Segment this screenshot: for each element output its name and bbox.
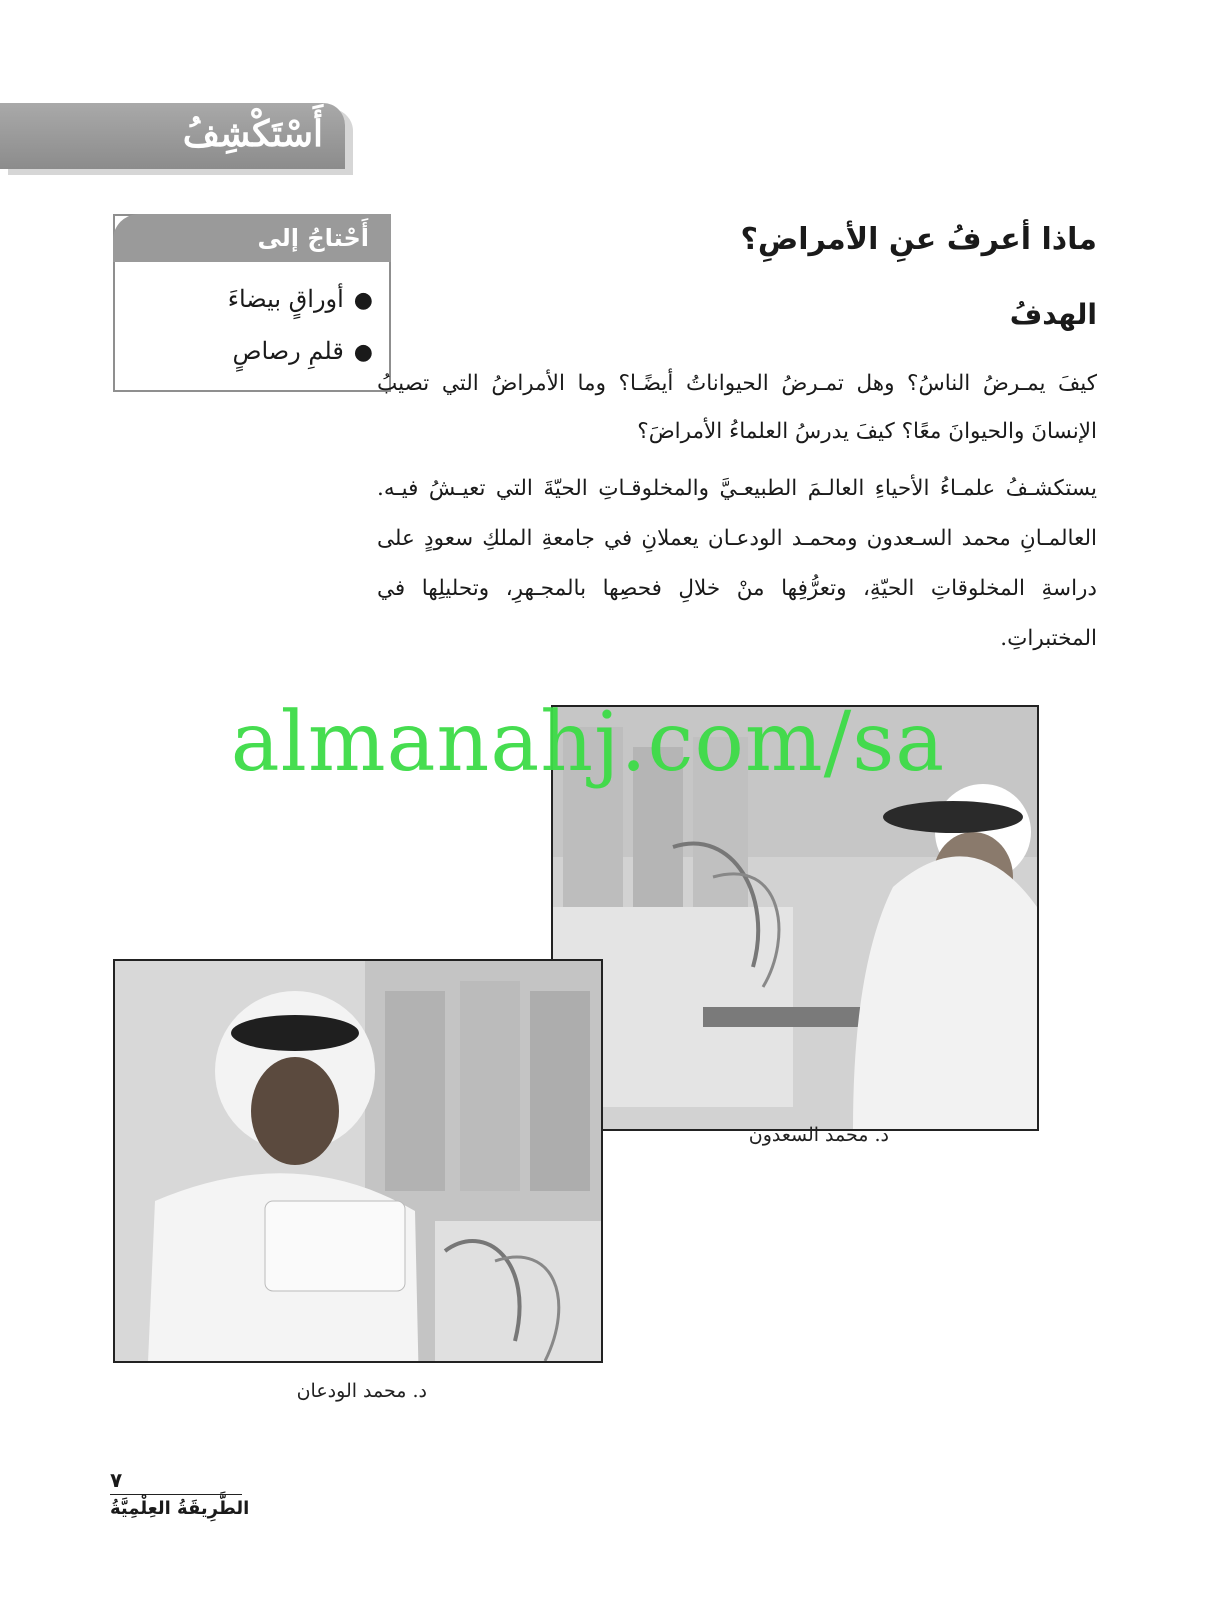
unit-title: الطَّرِيقَةُ العِلْمِيَّةُ bbox=[110, 1498, 250, 1519]
bullet-icon: ● bbox=[353, 288, 373, 313]
section-tab-label: أَسْتَكْشِفُ bbox=[182, 113, 323, 155]
materials-list bbox=[115, 262, 389, 378]
page-title: ماذا أعرفُ عنِ الأمراضِ؟ bbox=[740, 222, 1097, 257]
photo-2-caption: د. محمد الودعان bbox=[296, 1380, 427, 1402]
footer-divider bbox=[110, 1494, 242, 1495]
bullet-icon: ● bbox=[353, 340, 373, 365]
goal-heading: الهدفُ bbox=[1009, 298, 1097, 331]
page-number: ٧ bbox=[110, 1468, 123, 1492]
materials-box-title: أَحْتاجُ إلى bbox=[113, 214, 391, 262]
materials-list-item: ●قلمِ رصاصٍ bbox=[232, 337, 373, 365]
scientists-paragraph: يستكشـفُ علمـاءُ الأحياءِ العالـمَ الطبيعـيَّ والمخلوقـاتِ الحيّةَ التي تعيـشُ فيـه. العالمـانِ محمد السـعدون ومحمـد الودعـان يعملانِ في جامعةِ الملكِ سعودٍ على دراسةِ المخلوقاتِ الحيّةِ، وتعرُّفِها منْ خلالِ فحصِها بالمجـهرِ، وتحليلِها في المختبراتِ. bbox=[377, 476, 1097, 651]
section-tab bbox=[0, 103, 345, 169]
materials-box bbox=[113, 214, 391, 392]
photo-1-caption: د. محمد السعدون bbox=[748, 1124, 889, 1146]
watermark-text: almanahj.com/sa bbox=[230, 695, 946, 790]
goal-paragraph: كيفَ يمـرضُ الناسُ؟ وهل تمـرضُ الحيواناتُ أيضًـا؟ وما الأمراضُ التي تصيبُ الإنسانَ والحيوانَ معًا؟ كيفَ يدرسُ العلماءُ الأمراضَ؟ bbox=[377, 371, 1097, 444]
materials-list-item: ●أوراقٍ بيضاءَ bbox=[227, 285, 373, 313]
scientist-photo-2 bbox=[113, 959, 603, 1363]
